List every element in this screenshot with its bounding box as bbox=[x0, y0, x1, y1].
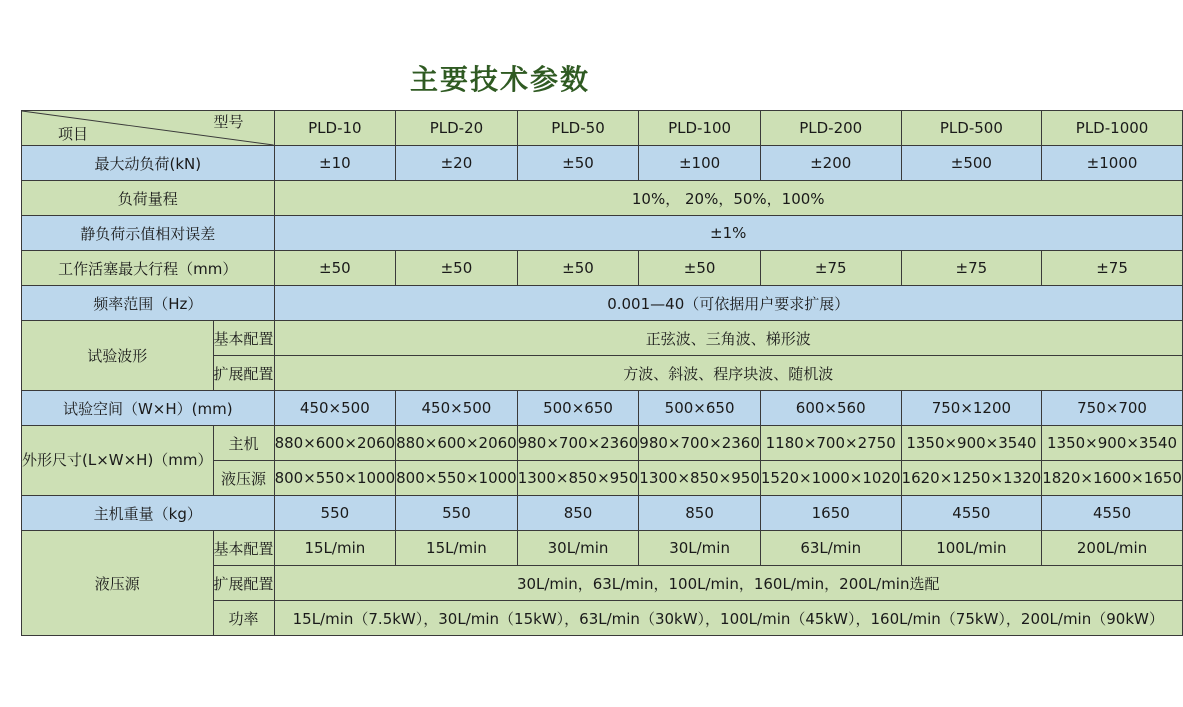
model-header: PLD-10 bbox=[274, 111, 396, 146]
cell: ±10 bbox=[274, 146, 396, 181]
spec-table bbox=[21, 110, 1183, 636]
cell: 880×600×2060 bbox=[396, 426, 518, 461]
cell: ±75 bbox=[760, 251, 901, 286]
cell: 200L/min bbox=[1042, 531, 1183, 566]
cell: 1620×1250×1320 bbox=[901, 461, 1042, 496]
cell: ±75 bbox=[1042, 251, 1183, 286]
header-row bbox=[22, 111, 1183, 146]
cell: 方波、斜波、程序块波、随机波 bbox=[274, 356, 1182, 391]
test-space-row bbox=[22, 391, 1183, 426]
model-header: PLD-50 bbox=[517, 111, 639, 146]
max-load-row bbox=[22, 146, 1183, 181]
cell: 500×650 bbox=[639, 391, 761, 426]
cell: 63L/min bbox=[760, 531, 901, 566]
sub-label: 扩展配置 bbox=[213, 566, 274, 601]
cell: 850 bbox=[639, 496, 761, 531]
cell: 1350×900×3540 bbox=[1042, 426, 1183, 461]
cell: 980×700×2360 bbox=[517, 426, 639, 461]
cell: 1300×850×950 bbox=[639, 461, 761, 496]
page-title: 主要技术参数 bbox=[409, 63, 590, 96]
cell: 15L/min bbox=[274, 531, 396, 566]
cell: 750×700 bbox=[1042, 391, 1183, 426]
cell: 100L/min bbox=[901, 531, 1042, 566]
cell: 500×650 bbox=[517, 391, 639, 426]
host-weight-row bbox=[22, 496, 1183, 531]
sub-label: 扩展配置 bbox=[213, 356, 274, 391]
cell: 1820×1600×1650 bbox=[1042, 461, 1183, 496]
cell: 1300×850×950 bbox=[517, 461, 639, 496]
sub-label: 主机 bbox=[213, 426, 274, 461]
cell: 30L/min bbox=[639, 531, 761, 566]
cell: 800×550×1000 bbox=[396, 461, 518, 496]
frequency-row bbox=[22, 286, 1183, 321]
model-header: PLD-1000 bbox=[1042, 111, 1183, 146]
piston-stroke-row bbox=[22, 251, 1183, 286]
row-label: 工作活塞最大行程（mm） bbox=[22, 251, 275, 286]
static-error-row bbox=[22, 216, 1183, 251]
cell: 4550 bbox=[1042, 496, 1183, 531]
cell: 30L/min bbox=[517, 531, 639, 566]
cell: 15L/min（7.5kW），30L/min（15kW），63L/min（30kW），100L/min（45kW），160L/min（75kW），200L/min（90kW） bbox=[274, 601, 1182, 636]
row-label: 液压源 bbox=[22, 531, 214, 636]
load-range-row bbox=[22, 181, 1183, 216]
cell: 550 bbox=[274, 496, 396, 531]
row-label: 静负荷示值相对误差 bbox=[22, 216, 275, 251]
cell: ±75 bbox=[901, 251, 1042, 286]
model-header: PLD-20 bbox=[396, 111, 518, 146]
cell: ±50 bbox=[396, 251, 518, 286]
cell: ±100 bbox=[639, 146, 761, 181]
cell: 1520×1000×1020 bbox=[760, 461, 901, 496]
cell: ±1000 bbox=[1042, 146, 1183, 181]
cell: 450×500 bbox=[396, 391, 518, 426]
corner-label-item: 项目 bbox=[58, 125, 89, 143]
cell: ±50 bbox=[639, 251, 761, 286]
cell: 880×600×2060 bbox=[274, 426, 396, 461]
cell: ±1% bbox=[274, 216, 1182, 251]
dimensions-host-row bbox=[22, 426, 1183, 461]
cell: 1650 bbox=[760, 496, 901, 531]
cell: ±50 bbox=[517, 251, 639, 286]
cell: ±50 bbox=[274, 251, 396, 286]
model-header: PLD-500 bbox=[901, 111, 1042, 146]
sub-label: 基本配置 bbox=[213, 321, 274, 356]
cell: 0.001—40（可依据用户要求扩展） bbox=[274, 286, 1182, 321]
sub-label: 液压源 bbox=[213, 461, 274, 496]
cell: 850 bbox=[517, 496, 639, 531]
model-header: PLD-100 bbox=[639, 111, 761, 146]
cell: ±500 bbox=[901, 146, 1042, 181]
cell: 980×700×2360 bbox=[639, 426, 761, 461]
cell: 800×550×1000 bbox=[274, 461, 396, 496]
cell: 正弦波、三角波、梯形波 bbox=[274, 321, 1182, 356]
cell: 600×560 bbox=[760, 391, 901, 426]
row-label: 试验空间（W×H）(mm) bbox=[22, 391, 275, 426]
cell: 4550 bbox=[901, 496, 1042, 531]
cell: 450×500 bbox=[274, 391, 396, 426]
cell: 30L/min，63L/min，100L/min，160L/min，200L/min选配 bbox=[274, 566, 1182, 601]
cell: 10%， 20%，50%，100% bbox=[274, 181, 1182, 216]
corner-label-model: 型号 bbox=[213, 113, 244, 131]
row-label: 试验波形 bbox=[22, 321, 214, 391]
row-label: 主机重量（kg） bbox=[22, 496, 275, 531]
cell: 750×1200 bbox=[901, 391, 1042, 426]
cell: ±200 bbox=[760, 146, 901, 181]
cell: 1180×700×2750 bbox=[760, 426, 901, 461]
row-label: 负荷量程 bbox=[22, 181, 275, 216]
waveform-basic-row bbox=[22, 321, 1183, 356]
cell: 15L/min bbox=[396, 531, 518, 566]
corner-cell bbox=[22, 111, 275, 146]
row-label: 频率范围（Hz） bbox=[22, 286, 275, 321]
cell: 550 bbox=[396, 496, 518, 531]
sub-label: 基本配置 bbox=[213, 531, 274, 566]
hydraulic-basic-row bbox=[22, 531, 1183, 566]
row-label: 最大动负荷(kN) bbox=[22, 146, 275, 181]
cell: 1350×900×3540 bbox=[901, 426, 1042, 461]
cell: ±20 bbox=[396, 146, 518, 181]
cell: ±50 bbox=[517, 146, 639, 181]
row-label: 外形尺寸(L×W×H)（mm） bbox=[22, 426, 214, 496]
sub-label: 功率 bbox=[213, 601, 274, 636]
model-header: PLD-200 bbox=[760, 111, 901, 146]
